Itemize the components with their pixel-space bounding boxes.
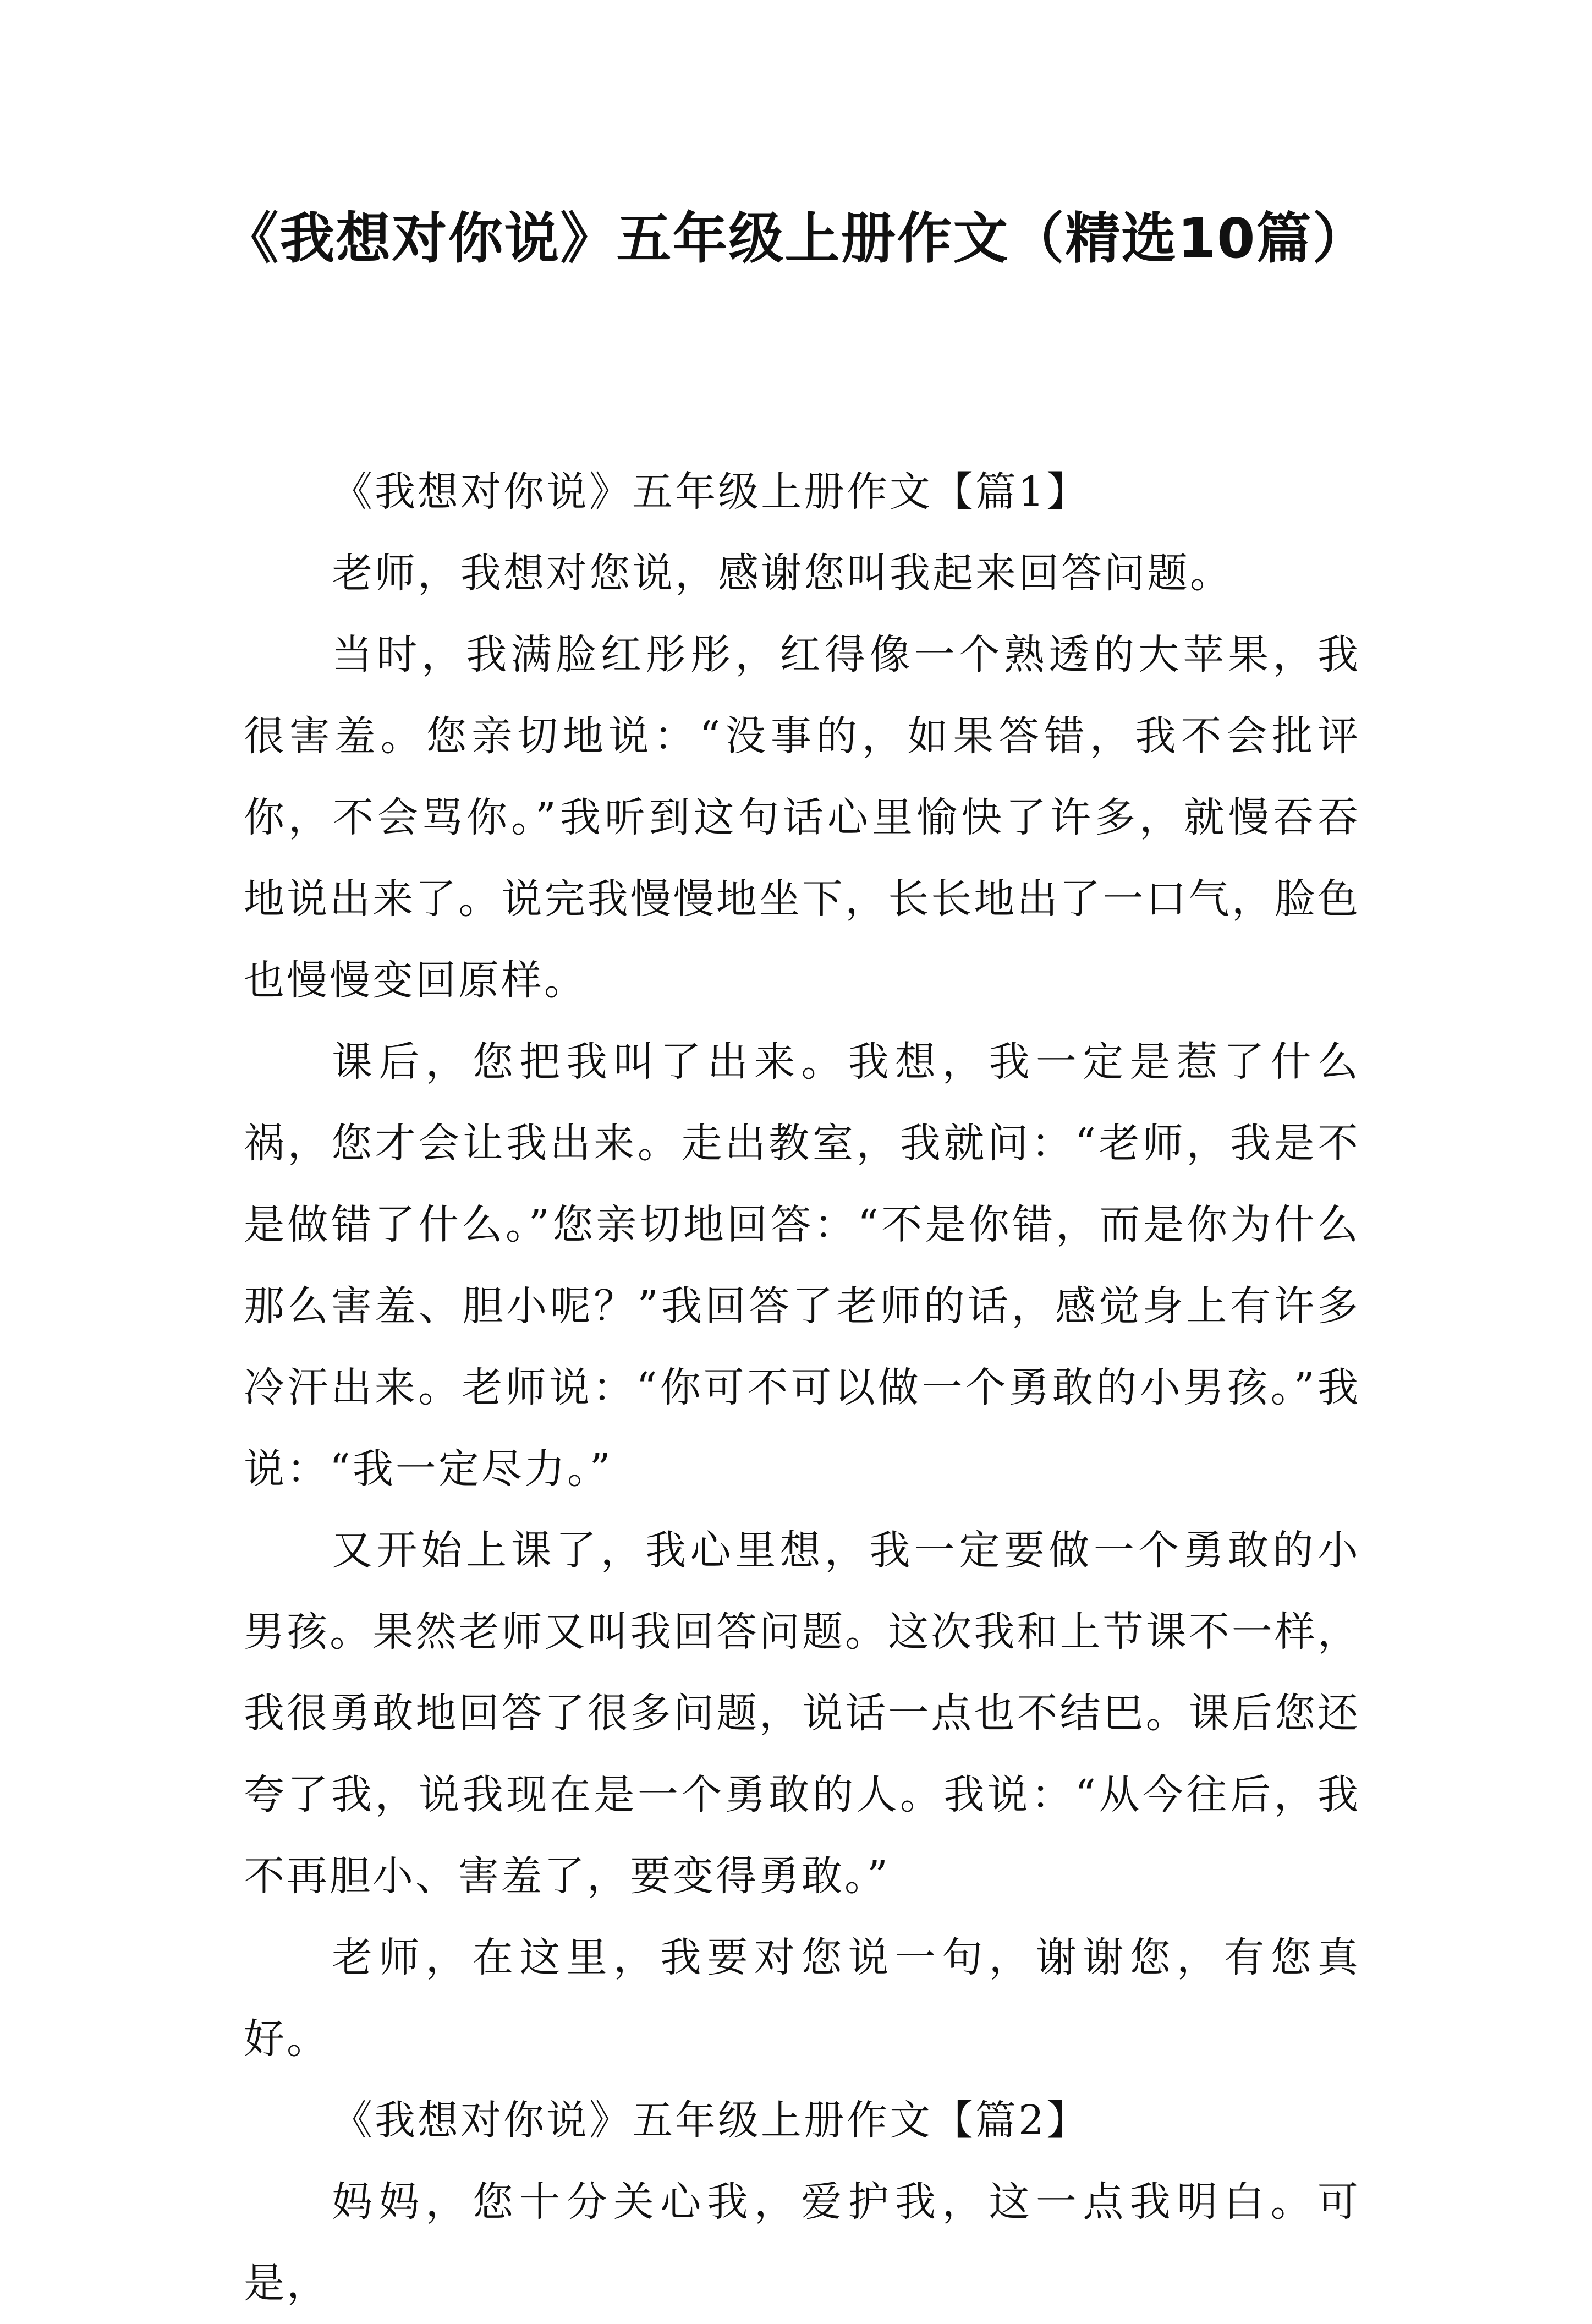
paragraph: 课后，您把我叫了出来。我想，我一定是惹了什么祸，您才会让我出来。走出教室，我就问：“老师，我是不是做错了什么。”您亲切地回答：“不是你错，而是你为什么那么害羞、胆小呢？”我回答了老师的话，感觉身上有许多冷汗出来。老师说：“你可不可以做一个勇敢的小男孩。”我说：“我一定尽力。” [244, 1038, 1360, 1493]
section-heading: 《我想对你说》五年级上册作文【篇1】 [332, 468, 1090, 516]
paragraph: 当时，我满脸红彤彤，红得像一个熟透的大苹果，我很害羞。您亲切地说：“没事的，如果答错，我不会批评你，不会骂你。”我听到这句话心里愉快了许多，就慢吞吞地说出来了。说完我慢慢地坐下，长长地出了一口气，脸色也慢慢变回原样。 [244, 631, 1360, 1004]
document-body [244, 451, 1360, 2324]
section-heading: 《我想对你说》五年级上册作文【篇2】 [332, 2097, 1090, 2144]
paragraph: 妈妈，您十分关心我，爱护我，这一点我明白。可是， [244, 2178, 1360, 2307]
paragraph: 老师，我想对您说，感谢您叫我起来回答问题。 [332, 550, 1233, 597]
document-title: 《我想对你说》五年级上册作文（精选10篇） [223, 206, 1369, 271]
paragraph: 又开始上课了，我心里想，我一定要做一个勇敢的小男孩。果然老师又叫我回答问题。这次我和上节课不一样，我很勇敢地回答了很多问题，说话一点也不结巴。课后您还夸了我，说我现在是一个勇敢的人。我说：“从今往后，我不再胆小、害羞了，要变得勇敢。” [244, 1527, 1360, 1900]
paragraph: 老师，在这里，我要对您说一句，谢谢您，有您真好。 [244, 1934, 1360, 2063]
